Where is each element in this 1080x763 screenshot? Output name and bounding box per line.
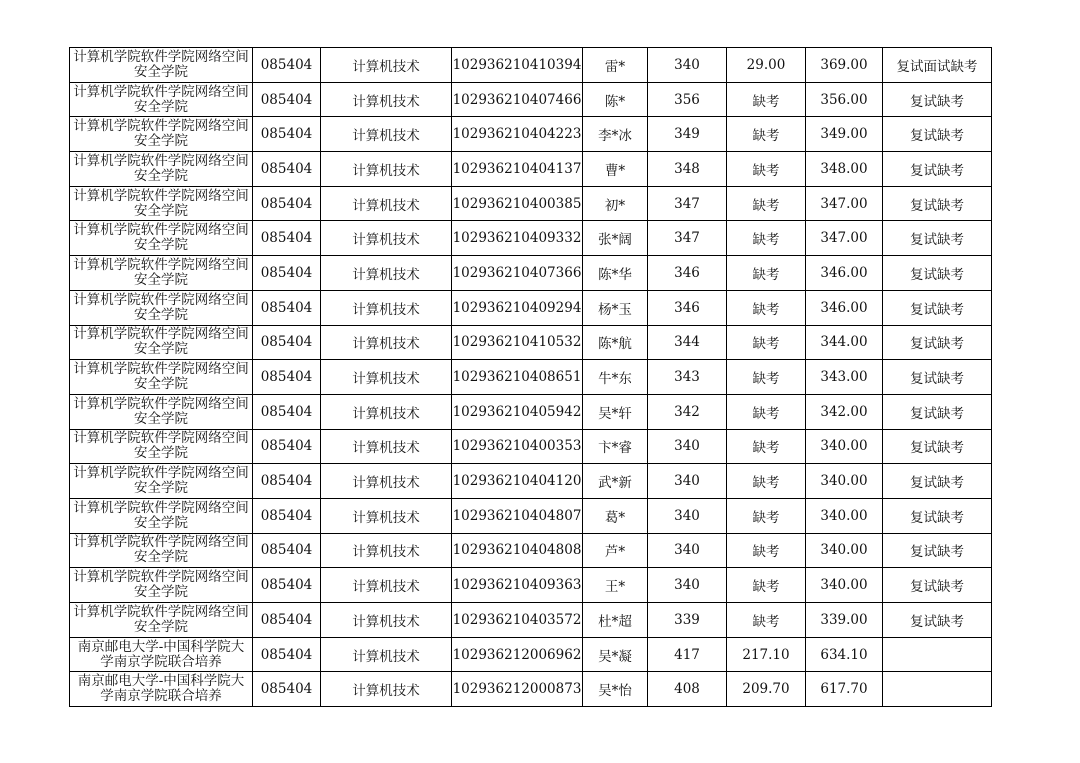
retest-score-cell: 缺考 xyxy=(727,429,806,464)
major-code-cell: 085404 xyxy=(253,464,321,499)
remark-cell: 复试缺考 xyxy=(883,498,992,533)
major-code-cell: 085404 xyxy=(253,568,321,603)
table-row xyxy=(70,48,992,83)
candidate-name-cell: 陈*华 xyxy=(583,256,648,291)
college-cell: 南京邮电大学-中国科学院大学南京学院联合培养 xyxy=(70,672,253,707)
initial-score-cell: 339 xyxy=(648,603,727,638)
major-name-cell: 计算机技术 xyxy=(321,464,452,499)
initial-score-cell: 344 xyxy=(648,325,727,360)
exam-id-cell: 102936210404137 xyxy=(452,152,583,187)
candidate-name-cell: 武*新 xyxy=(583,464,648,499)
candidate-name-cell: 陈*航 xyxy=(583,325,648,360)
remark-cell: 复试缺考 xyxy=(883,603,992,638)
table-row xyxy=(70,672,992,707)
major-name-cell: 计算机技术 xyxy=(321,603,452,638)
candidate-name-cell: 张*阔 xyxy=(583,221,648,256)
score-table-body xyxy=(70,48,992,707)
major-name-cell: 计算机技术 xyxy=(321,394,452,429)
table-row xyxy=(70,498,992,533)
college-cell: 计算机学院软件学院网络空间安全学院 xyxy=(70,117,253,152)
remark-cell: 复试缺考 xyxy=(883,186,992,221)
major-code-cell: 085404 xyxy=(253,429,321,464)
candidate-name-cell: 芦* xyxy=(583,533,648,568)
remark-cell: 复试缺考 xyxy=(883,394,992,429)
retest-score-cell: 29.00 xyxy=(727,48,806,83)
remark-cell: 复试缺考 xyxy=(883,290,992,325)
remark-cell: 复试缺考 xyxy=(883,360,992,395)
major-code-cell: 085404 xyxy=(253,637,321,672)
major-name-cell: 计算机技术 xyxy=(321,256,452,291)
remark-cell: 复试缺考 xyxy=(883,256,992,291)
major-code-cell: 085404 xyxy=(253,221,321,256)
major-name-cell: 计算机技术 xyxy=(321,82,452,117)
retest-score-cell: 缺考 xyxy=(727,568,806,603)
college-cell: 南京邮电大学-中国科学院大学南京学院联合培养 xyxy=(70,637,253,672)
college-cell: 计算机学院软件学院网络空间安全学院 xyxy=(70,464,253,499)
candidate-name-cell: 卞*睿 xyxy=(583,429,648,464)
college-cell: 计算机学院软件学院网络空间安全学院 xyxy=(70,429,253,464)
candidate-name-cell: 初* xyxy=(583,186,648,221)
major-name-cell: 计算机技术 xyxy=(321,498,452,533)
total-score-cell: 339.00 xyxy=(806,603,883,638)
major-name-cell: 计算机技术 xyxy=(321,637,452,672)
total-score-cell: 340.00 xyxy=(806,464,883,499)
major-name-cell: 计算机技术 xyxy=(321,48,452,83)
initial-score-cell: 340 xyxy=(648,429,727,464)
exam-id-cell: 102936210409294 xyxy=(452,290,583,325)
initial-score-cell: 346 xyxy=(648,256,727,291)
remark-cell: 复试缺考 xyxy=(883,221,992,256)
major-code-cell: 085404 xyxy=(253,325,321,360)
major-code-cell: 085404 xyxy=(253,533,321,568)
table-row xyxy=(70,117,992,152)
major-code-cell: 085404 xyxy=(253,82,321,117)
total-score-cell: 369.00 xyxy=(806,48,883,83)
college-cell: 计算机学院软件学院网络空间安全学院 xyxy=(70,256,253,291)
candidate-name-cell: 陈* xyxy=(583,82,648,117)
table-row xyxy=(70,290,992,325)
total-score-cell: 346.00 xyxy=(806,256,883,291)
retest-score-cell: 缺考 xyxy=(727,256,806,291)
major-code-cell: 085404 xyxy=(253,360,321,395)
initial-score-cell: 346 xyxy=(648,290,727,325)
exam-id-cell: 102936212006962 xyxy=(452,637,583,672)
candidate-name-cell: 吴*怡 xyxy=(583,672,648,707)
exam-id-cell: 102936210404807 xyxy=(452,498,583,533)
exam-id-cell: 102936210408651 xyxy=(452,360,583,395)
major-name-cell: 计算机技术 xyxy=(321,533,452,568)
initial-score-cell: 343 xyxy=(648,360,727,395)
major-code-cell: 085404 xyxy=(253,672,321,707)
candidate-name-cell: 牛*东 xyxy=(583,360,648,395)
college-cell: 计算机学院软件学院网络空间安全学院 xyxy=(70,290,253,325)
exam-id-cell: 102936210410532 xyxy=(452,325,583,360)
candidate-name-cell: 雷* xyxy=(583,48,648,83)
major-name-cell: 计算机技术 xyxy=(321,429,452,464)
table-row xyxy=(70,533,992,568)
table-row xyxy=(70,325,992,360)
retest-score-cell: 缺考 xyxy=(727,533,806,568)
major-code-cell: 085404 xyxy=(253,498,321,533)
remark-cell: 复试缺考 xyxy=(883,325,992,360)
total-score-cell: 356.00 xyxy=(806,82,883,117)
remark-cell: 复试缺考 xyxy=(883,82,992,117)
major-name-cell: 计算机技术 xyxy=(321,325,452,360)
remark-cell: 复试缺考 xyxy=(883,117,992,152)
exam-id-cell: 102936210400353 xyxy=(452,429,583,464)
retest-score-cell: 缺考 xyxy=(727,221,806,256)
retest-score-cell: 缺考 xyxy=(727,290,806,325)
table-row xyxy=(70,394,992,429)
major-code-cell: 085404 xyxy=(253,256,321,291)
exam-id-cell: 102936210410394 xyxy=(452,48,583,83)
remark-cell: 复试缺考 xyxy=(883,429,992,464)
retest-score-cell: 缺考 xyxy=(727,82,806,117)
college-cell: 计算机学院软件学院网络空间安全学院 xyxy=(70,603,253,638)
initial-score-cell: 340 xyxy=(648,498,727,533)
table-row xyxy=(70,186,992,221)
college-cell: 计算机学院软件学院网络空间安全学院 xyxy=(70,152,253,187)
major-code-cell: 085404 xyxy=(253,152,321,187)
retest-score-cell: 217.10 xyxy=(727,637,806,672)
table-row xyxy=(70,221,992,256)
total-score-cell: 340.00 xyxy=(806,533,883,568)
exam-id-cell: 102936210409363 xyxy=(452,568,583,603)
candidate-name-cell: 葛* xyxy=(583,498,648,533)
remark-cell: 复试面试缺考 xyxy=(883,48,992,83)
candidate-name-cell: 李*冰 xyxy=(583,117,648,152)
college-cell: 计算机学院软件学院网络空间安全学院 xyxy=(70,48,253,83)
table-row xyxy=(70,637,992,672)
major-name-cell: 计算机技术 xyxy=(321,360,452,395)
total-score-cell: 342.00 xyxy=(806,394,883,429)
exam-id-cell: 102936210404223 xyxy=(452,117,583,152)
major-name-cell: 计算机技术 xyxy=(321,672,452,707)
major-name-cell: 计算机技术 xyxy=(321,221,452,256)
major-name-cell: 计算机技术 xyxy=(321,152,452,187)
initial-score-cell: 349 xyxy=(648,117,727,152)
initial-score-cell: 340 xyxy=(648,568,727,603)
score-table xyxy=(69,47,992,707)
exam-id-cell: 102936210403572 xyxy=(452,603,583,638)
college-cell: 计算机学院软件学院网络空间安全学院 xyxy=(70,498,253,533)
major-code-cell: 085404 xyxy=(253,186,321,221)
remark-cell xyxy=(883,637,992,672)
initial-score-cell: 348 xyxy=(648,152,727,187)
candidate-name-cell: 吴*轩 xyxy=(583,394,648,429)
total-score-cell: 634.10 xyxy=(806,637,883,672)
retest-score-cell: 缺考 xyxy=(727,498,806,533)
college-cell: 计算机学院软件学院网络空间安全学院 xyxy=(70,186,253,221)
remark-cell: 复试缺考 xyxy=(883,152,992,187)
remark-cell: 复试缺考 xyxy=(883,568,992,603)
exam-id-cell: 102936210407466 xyxy=(452,82,583,117)
initial-score-cell: 340 xyxy=(648,533,727,568)
total-score-cell: 340.00 xyxy=(806,568,883,603)
initial-score-cell: 356 xyxy=(648,82,727,117)
college-cell: 计算机学院软件学院网络空间安全学院 xyxy=(70,360,253,395)
retest-score-cell: 缺考 xyxy=(727,186,806,221)
table-row xyxy=(70,603,992,638)
total-score-cell: 617.70 xyxy=(806,672,883,707)
remark-cell xyxy=(883,672,992,707)
remark-cell: 复试缺考 xyxy=(883,533,992,568)
retest-score-cell: 缺考 xyxy=(727,117,806,152)
candidate-name-cell: 吴*凝 xyxy=(583,637,648,672)
college-cell: 计算机学院软件学院网络空间安全学院 xyxy=(70,82,253,117)
college-cell: 计算机学院软件学院网络空间安全学院 xyxy=(70,568,253,603)
initial-score-cell: 408 xyxy=(648,672,727,707)
retest-score-cell: 缺考 xyxy=(727,152,806,187)
total-score-cell: 349.00 xyxy=(806,117,883,152)
college-cell: 计算机学院软件学院网络空间安全学院 xyxy=(70,325,253,360)
major-code-cell: 085404 xyxy=(253,394,321,429)
candidate-name-cell: 杨*玉 xyxy=(583,290,648,325)
initial-score-cell: 342 xyxy=(648,394,727,429)
score-sheet xyxy=(69,47,992,707)
exam-id-cell: 102936210400385 xyxy=(452,186,583,221)
total-score-cell: 346.00 xyxy=(806,290,883,325)
major-code-cell: 085404 xyxy=(253,48,321,83)
exam-id-cell: 102936210404120 xyxy=(452,464,583,499)
exam-id-cell: 102936212000873 xyxy=(452,672,583,707)
total-score-cell: 340.00 xyxy=(806,498,883,533)
initial-score-cell: 417 xyxy=(648,637,727,672)
initial-score-cell: 347 xyxy=(648,221,727,256)
candidate-name-cell: 杜*超 xyxy=(583,603,648,638)
retest-score-cell: 缺考 xyxy=(727,394,806,429)
table-row xyxy=(70,152,992,187)
major-name-cell: 计算机技术 xyxy=(321,117,452,152)
candidate-name-cell: 曹* xyxy=(583,152,648,187)
exam-id-cell: 102936210404808 xyxy=(452,533,583,568)
major-name-cell: 计算机技术 xyxy=(321,290,452,325)
total-score-cell: 348.00 xyxy=(806,152,883,187)
table-row xyxy=(70,360,992,395)
major-code-cell: 085404 xyxy=(253,290,321,325)
remark-cell: 复试缺考 xyxy=(883,464,992,499)
major-code-cell: 085404 xyxy=(253,603,321,638)
table-row xyxy=(70,464,992,499)
initial-score-cell: 340 xyxy=(648,48,727,83)
total-score-cell: 347.00 xyxy=(806,221,883,256)
total-score-cell: 347.00 xyxy=(806,186,883,221)
college-cell: 计算机学院软件学院网络空间安全学院 xyxy=(70,221,253,256)
exam-id-cell: 102936210405942 xyxy=(452,394,583,429)
table-row xyxy=(70,82,992,117)
college-cell: 计算机学院软件学院网络空间安全学院 xyxy=(70,533,253,568)
table-row xyxy=(70,256,992,291)
retest-score-cell: 缺考 xyxy=(727,360,806,395)
major-name-cell: 计算机技术 xyxy=(321,568,452,603)
exam-id-cell: 102936210407366 xyxy=(452,256,583,291)
initial-score-cell: 340 xyxy=(648,464,727,499)
total-score-cell: 344.00 xyxy=(806,325,883,360)
table-row xyxy=(70,568,992,603)
retest-score-cell: 缺考 xyxy=(727,325,806,360)
total-score-cell: 343.00 xyxy=(806,360,883,395)
total-score-cell: 340.00 xyxy=(806,429,883,464)
college-cell: 计算机学院软件学院网络空间安全学院 xyxy=(70,394,253,429)
table-row xyxy=(70,429,992,464)
candidate-name-cell: 王* xyxy=(583,568,648,603)
retest-score-cell: 缺考 xyxy=(727,464,806,499)
retest-score-cell: 缺考 xyxy=(727,603,806,638)
retest-score-cell: 209.70 xyxy=(727,672,806,707)
initial-score-cell: 347 xyxy=(648,186,727,221)
major-name-cell: 计算机技术 xyxy=(321,186,452,221)
major-code-cell: 085404 xyxy=(253,117,321,152)
exam-id-cell: 102936210409332 xyxy=(452,221,583,256)
